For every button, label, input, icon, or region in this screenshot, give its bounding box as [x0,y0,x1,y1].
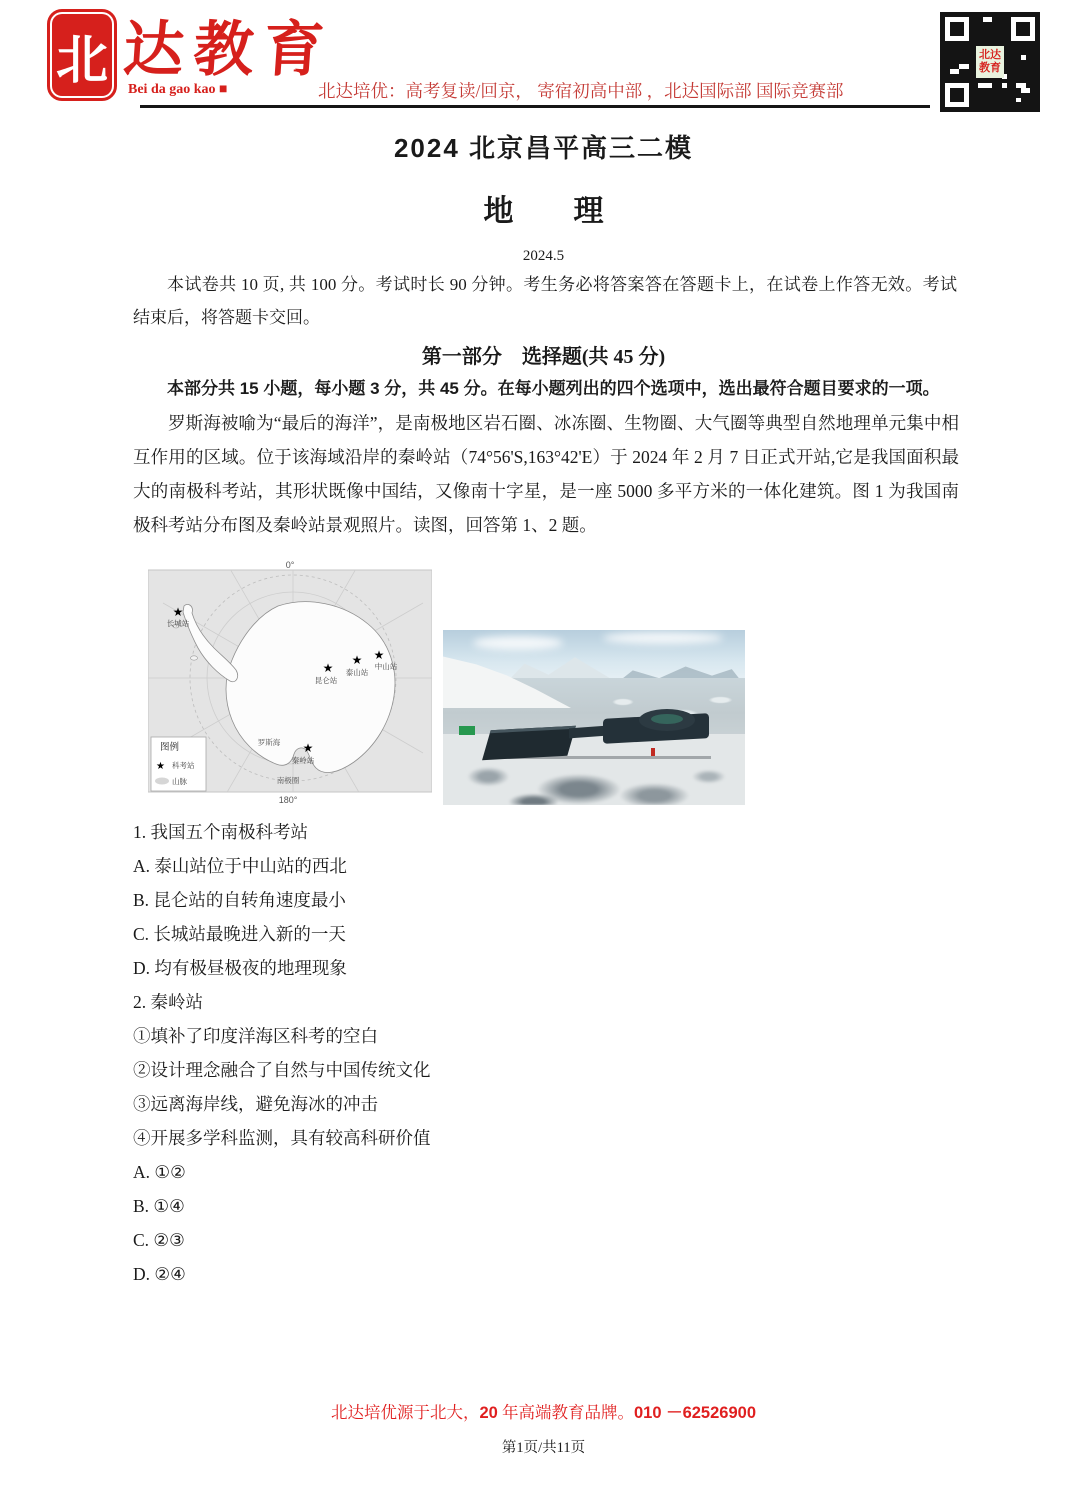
question-2-item-2: ②设计理念融合了自然与中国传统文化 [133,1060,431,1080]
legend-terrain-icon [155,778,169,785]
brand-name: 达教育 [121,17,336,83]
qr-center-logo [976,46,1004,78]
legend-station-label: 科考站 [172,761,195,770]
question-2-item-3: ③远离海岸线，避免海冰的冲击 [133,1094,378,1114]
photo-cloud [473,636,563,650]
header-divider [140,105,930,108]
header-slogan: 北达培优：高考复读/回京， 寄宿初高中部 ，北达国际部 国际竞赛部 [318,81,844,101]
exam-title: 2024 北京昌平高三二模 [393,133,694,163]
question-2-stem: 2. 秦岭站 [133,992,203,1012]
label-qinling: 秦岭站 [291,756,315,765]
star-kunlun: ★ [322,661,334,675]
label-kunlun: 昆仑站 [314,676,338,685]
photo-green-hut [459,726,475,735]
passage-text: 罗斯海被喻为“最后的海洋”，是南极地区岩石圈、冰冻圈、生物圈、大气圈等典型自然地理单元集中相互作用的区域。位于该海域沿岸的秦岭站（74°56'S,163°42'E）于 2024 年 2 月 7 日正式开站,它是我国面积最大的南极科考站，其形状既像中国结，又像南十字星，是一座 5000 多平方米的一体化建筑。图 1 为我国南极科考站分布图及秦岭站景观照片。读图，回答第 1、2 题。 [133,413,959,535]
section-heading: 第一部分 选择题(共 45 分) [421,346,666,368]
footer-text-2: 年高端教育品牌。 [497,1403,634,1422]
antarctica-map [148,560,432,806]
question-1-option-c: C. 长城站最晚进入新的一天 [133,924,346,944]
questions-block [133,815,431,1291]
label-changcheng: 长城站 [166,619,190,628]
seal-character: 北 [55,31,108,90]
subject-title: 地 理 [483,195,604,228]
footer-phone: 010 －62526900 [633,1404,756,1422]
question-1-option-a: A. 泰山站位于中山站的西北 [133,856,347,876]
star-zhongshan: ★ [373,648,385,662]
legend-title: 图例 [160,742,180,753]
map-label-0deg: 0° [285,560,295,570]
star-taishan: ★ [351,653,363,667]
brand-subtitle: Bei da gao kao ■ [128,82,228,97]
map-label-180deg: 180° [278,795,298,805]
legend-star-icon: ★ [156,761,165,772]
question-2-item-4: ④开展多学科监测，具有较高科研价值 [133,1128,431,1148]
question-1-option-b: B. 昆仑站的自转角速度最小 [133,890,346,910]
exam-instructions: 本试卷共 10 页, 共 100 分。考试时长 90 分钟。考生务必将答案答在答题卡上，在试卷上作答无效。考试结束后，将答题卡交回。 [133,275,957,327]
question-2-option-c: C. ②③ [133,1230,185,1250]
star-changcheng: ★ [172,605,184,619]
photo-cloud [603,632,723,644]
map-legend [151,737,206,791]
qr-logo-line2: 教育 [979,62,1001,74]
qr-code [940,12,1040,112]
question-2-option-a: A. ①② [133,1162,186,1182]
question-2-option-b: B. ①④ [133,1196,185,1216]
label-taishan: 泰山站 [345,668,369,677]
question-2-option-d: D. ②④ [133,1264,186,1284]
label-antarctic-circle: 南极圈 [276,776,300,785]
photo-red-crane [651,748,655,756]
exam-date: 2024.5 [522,248,565,264]
qinling-station-photo [443,630,745,805]
star-qinling: ★ [302,741,314,755]
footer-years: 20 [479,1404,498,1422]
footer-slogan [0,1399,1087,1423]
question-1-stem: 1. 我国五个南极科考站 [133,822,308,842]
photo-ring-roof [651,714,683,724]
qr-cell [1035,107,1040,112]
brand-seal-logo [52,14,112,96]
section-note: 本部分共 15 小题，每小题 3 分，共 45 分。在每小题列出的四个选项中，选出最符合题目要求的一项。 [167,379,940,398]
page-number: 第1页/共11页 [501,1440,586,1456]
label-ross-sea: 罗斯海 [257,738,281,747]
qr-logo-line1: 北达 [979,49,1001,61]
footer-text-1: 北达培优源于北大， [330,1403,480,1422]
question-2-item-1: ①填补了印度洋海区科考的空白 [133,1026,378,1046]
photo-main-building [482,726,576,760]
label-zhongshan: 中山站 [374,662,398,671]
legend-terrain-label: 山脉 [172,777,187,786]
question-1-option-d: D. 均有极昼极夜的地理现象 [133,958,347,978]
